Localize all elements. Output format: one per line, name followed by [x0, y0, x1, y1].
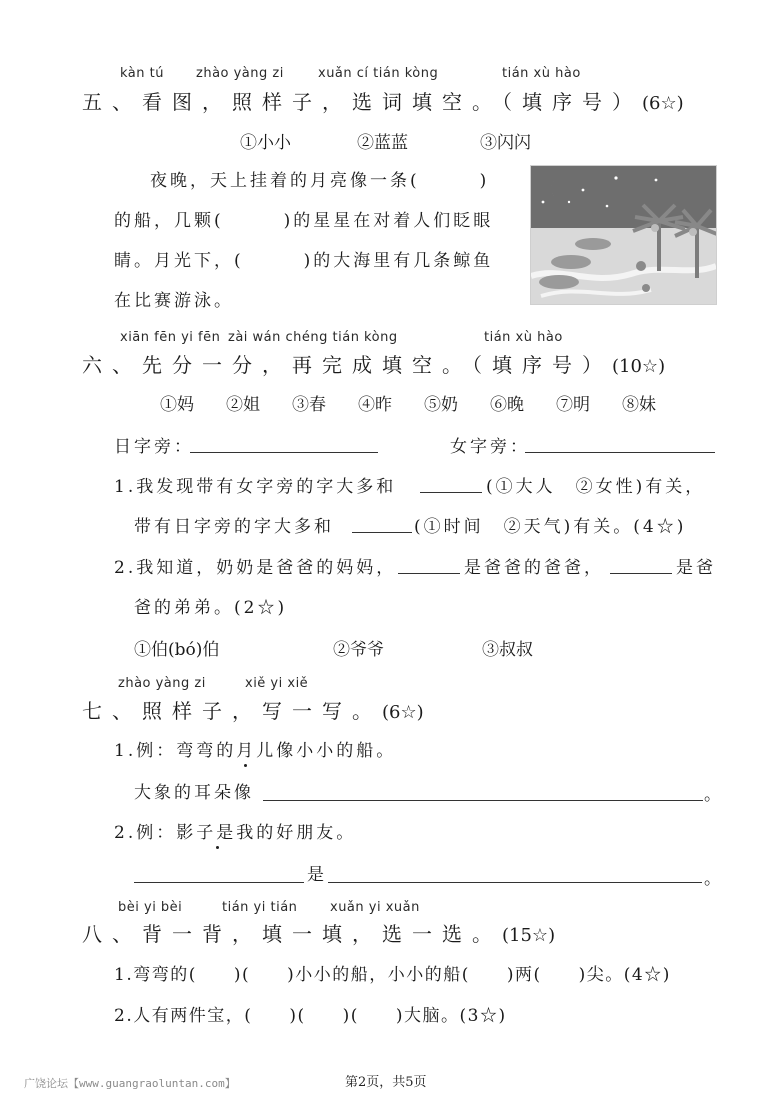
- option-1: ①小小: [240, 133, 291, 153]
- char-option-8: ⑧妹: [622, 395, 656, 415]
- q1-part2-prefix: 带有日字旁的字大多和: [134, 517, 334, 537]
- section-5-title-text: 五、看图，照样子，选词填空。（填序号）: [82, 90, 642, 114]
- passage-line-1: 夜晚，天上挂着的月亮像一条( ): [150, 171, 490, 191]
- ri-radical-answer-line[interactable]: [190, 452, 378, 453]
- pinyin-tian-xu-hao: tián xù hào: [484, 330, 563, 345]
- q1-blank-1[interactable]: [420, 492, 482, 493]
- pinyin-zai-wan-cheng-tian-kong: zài wán chéng tián kòng: [228, 330, 398, 345]
- relative-option-2: ②爷爷: [333, 640, 384, 660]
- relative-option-1: ①伯(bó)伯: [134, 640, 220, 660]
- section-7-points: (6☆): [382, 702, 424, 723]
- passage-line-2: 的船，几颗( )的星星在对着人们眨眼: [114, 211, 494, 231]
- q2-line-2: 爸的弟弟。(2☆): [134, 598, 288, 618]
- q2-example: 2.例：影子是我的好朋友。: [114, 823, 357, 843]
- pinyin-kan-tu: kàn tú: [120, 66, 164, 81]
- q1-part2-suffix: (①时间 ②天气)有关。(4☆): [414, 517, 687, 537]
- section-5-title: [82, 86, 684, 115]
- q1-end-period: 。: [704, 785, 724, 805]
- section-7-title: [82, 695, 424, 724]
- pinyin-xie-yi-xie: xiě yi xiě: [245, 676, 309, 691]
- page-indicator: 第2页，共5页: [345, 1075, 427, 1090]
- night-sea-illustration: [530, 165, 717, 305]
- q1-recite: 1.弯弯的( )( )小小的船，小小的船( )两( )尖。(4☆): [114, 965, 671, 985]
- q2-blank-2[interactable]: [610, 573, 672, 574]
- q2-recite: 2.人有两件宝，( )( )( )大脑。(3☆): [114, 1006, 507, 1026]
- emphasis-dot: [216, 846, 219, 849]
- pinyin-zhao-yang-zi: zhào yàng zi: [118, 676, 206, 691]
- nv-radical-answer-line[interactable]: [525, 452, 715, 453]
- char-option-3: ③春: [292, 395, 326, 415]
- section-6-title-text: 六、先分一分，再完成填空。（填序号）: [82, 353, 612, 377]
- ri-radical-label: 日字旁：: [114, 437, 194, 457]
- q2-blank-1[interactable]: [398, 573, 460, 574]
- q2-middle: 是爸爸的爸爸，: [464, 558, 604, 578]
- pinyin-tian-xu-hao: tián xù hào: [502, 66, 581, 81]
- option-2: ②蓝蓝: [357, 133, 408, 153]
- section-8-title: [82, 918, 555, 947]
- q1-answer-line[interactable]: [263, 800, 703, 801]
- pinyin-xuan-ci-tian-kong: xuǎn cí tián kòng: [318, 66, 439, 81]
- char-option-6: ⑥晚: [490, 395, 524, 415]
- section-7-title-text: 七、照样子，写一写。: [82, 699, 382, 723]
- section-5-points: (6☆): [642, 93, 684, 114]
- section-8-title-text: 八、背一背，填一填，选一选。: [82, 922, 502, 946]
- q1-prompt: 大象的耳朵像: [134, 783, 254, 803]
- q2-end-period: 。: [704, 869, 724, 889]
- pinyin-bei-yi-bei: bèi yi bèi: [118, 900, 183, 915]
- q1-example: 1.例：弯弯的月儿像小小的船。: [114, 741, 397, 761]
- char-option-7: ⑦明: [556, 395, 590, 415]
- section-6-title: [82, 349, 665, 378]
- q2-middle: 是: [307, 865, 327, 885]
- pinyin-tian-yi-tian: tián yi tián: [222, 900, 298, 915]
- q2-prefix: 2.我知道，奶奶是爸爸的妈妈，: [114, 558, 397, 578]
- option-3: ③闪闪: [480, 133, 531, 153]
- passage-line-4: 在比赛游泳。: [114, 291, 234, 311]
- char-option-4: ④昨: [358, 395, 392, 415]
- q2-answer-line-2[interactable]: [328, 882, 702, 883]
- section-8-points: (15☆): [502, 925, 556, 946]
- q1-blank-2[interactable]: [352, 532, 412, 533]
- char-option-2: ②姐: [226, 395, 260, 415]
- q2-suffix: 是爸: [676, 558, 716, 578]
- relative-option-3: ③叔叔: [482, 640, 533, 660]
- watermark: 广饶论坛【www.guangraoluntan.com】: [24, 1077, 236, 1090]
- passage-line-3: 睛。月光下，( )的大海里有几条鲸鱼: [114, 251, 494, 271]
- pinyin-xuan-yi-xuan: xuǎn yi xuǎn: [330, 900, 420, 915]
- pinyin-xian-fen-yi-fen: xiān fēn yi fēn: [120, 330, 221, 345]
- section-6-points: (10☆): [612, 356, 666, 377]
- pinyin-zhao-yang-zi: zhào yàng zi: [196, 66, 284, 81]
- nv-radical-label: 女字旁：: [450, 437, 530, 457]
- char-option-1: ①妈: [160, 395, 194, 415]
- q1-part1-suffix: (①大人 ②女性)有关，: [486, 477, 706, 497]
- emphasis-dot: [244, 764, 247, 767]
- char-option-5: ⑤奶: [424, 395, 458, 415]
- q1-part1-prefix: 1.我发现带有女字旁的字大多和: [114, 477, 397, 497]
- q2-answer-line-1[interactable]: [134, 882, 304, 883]
